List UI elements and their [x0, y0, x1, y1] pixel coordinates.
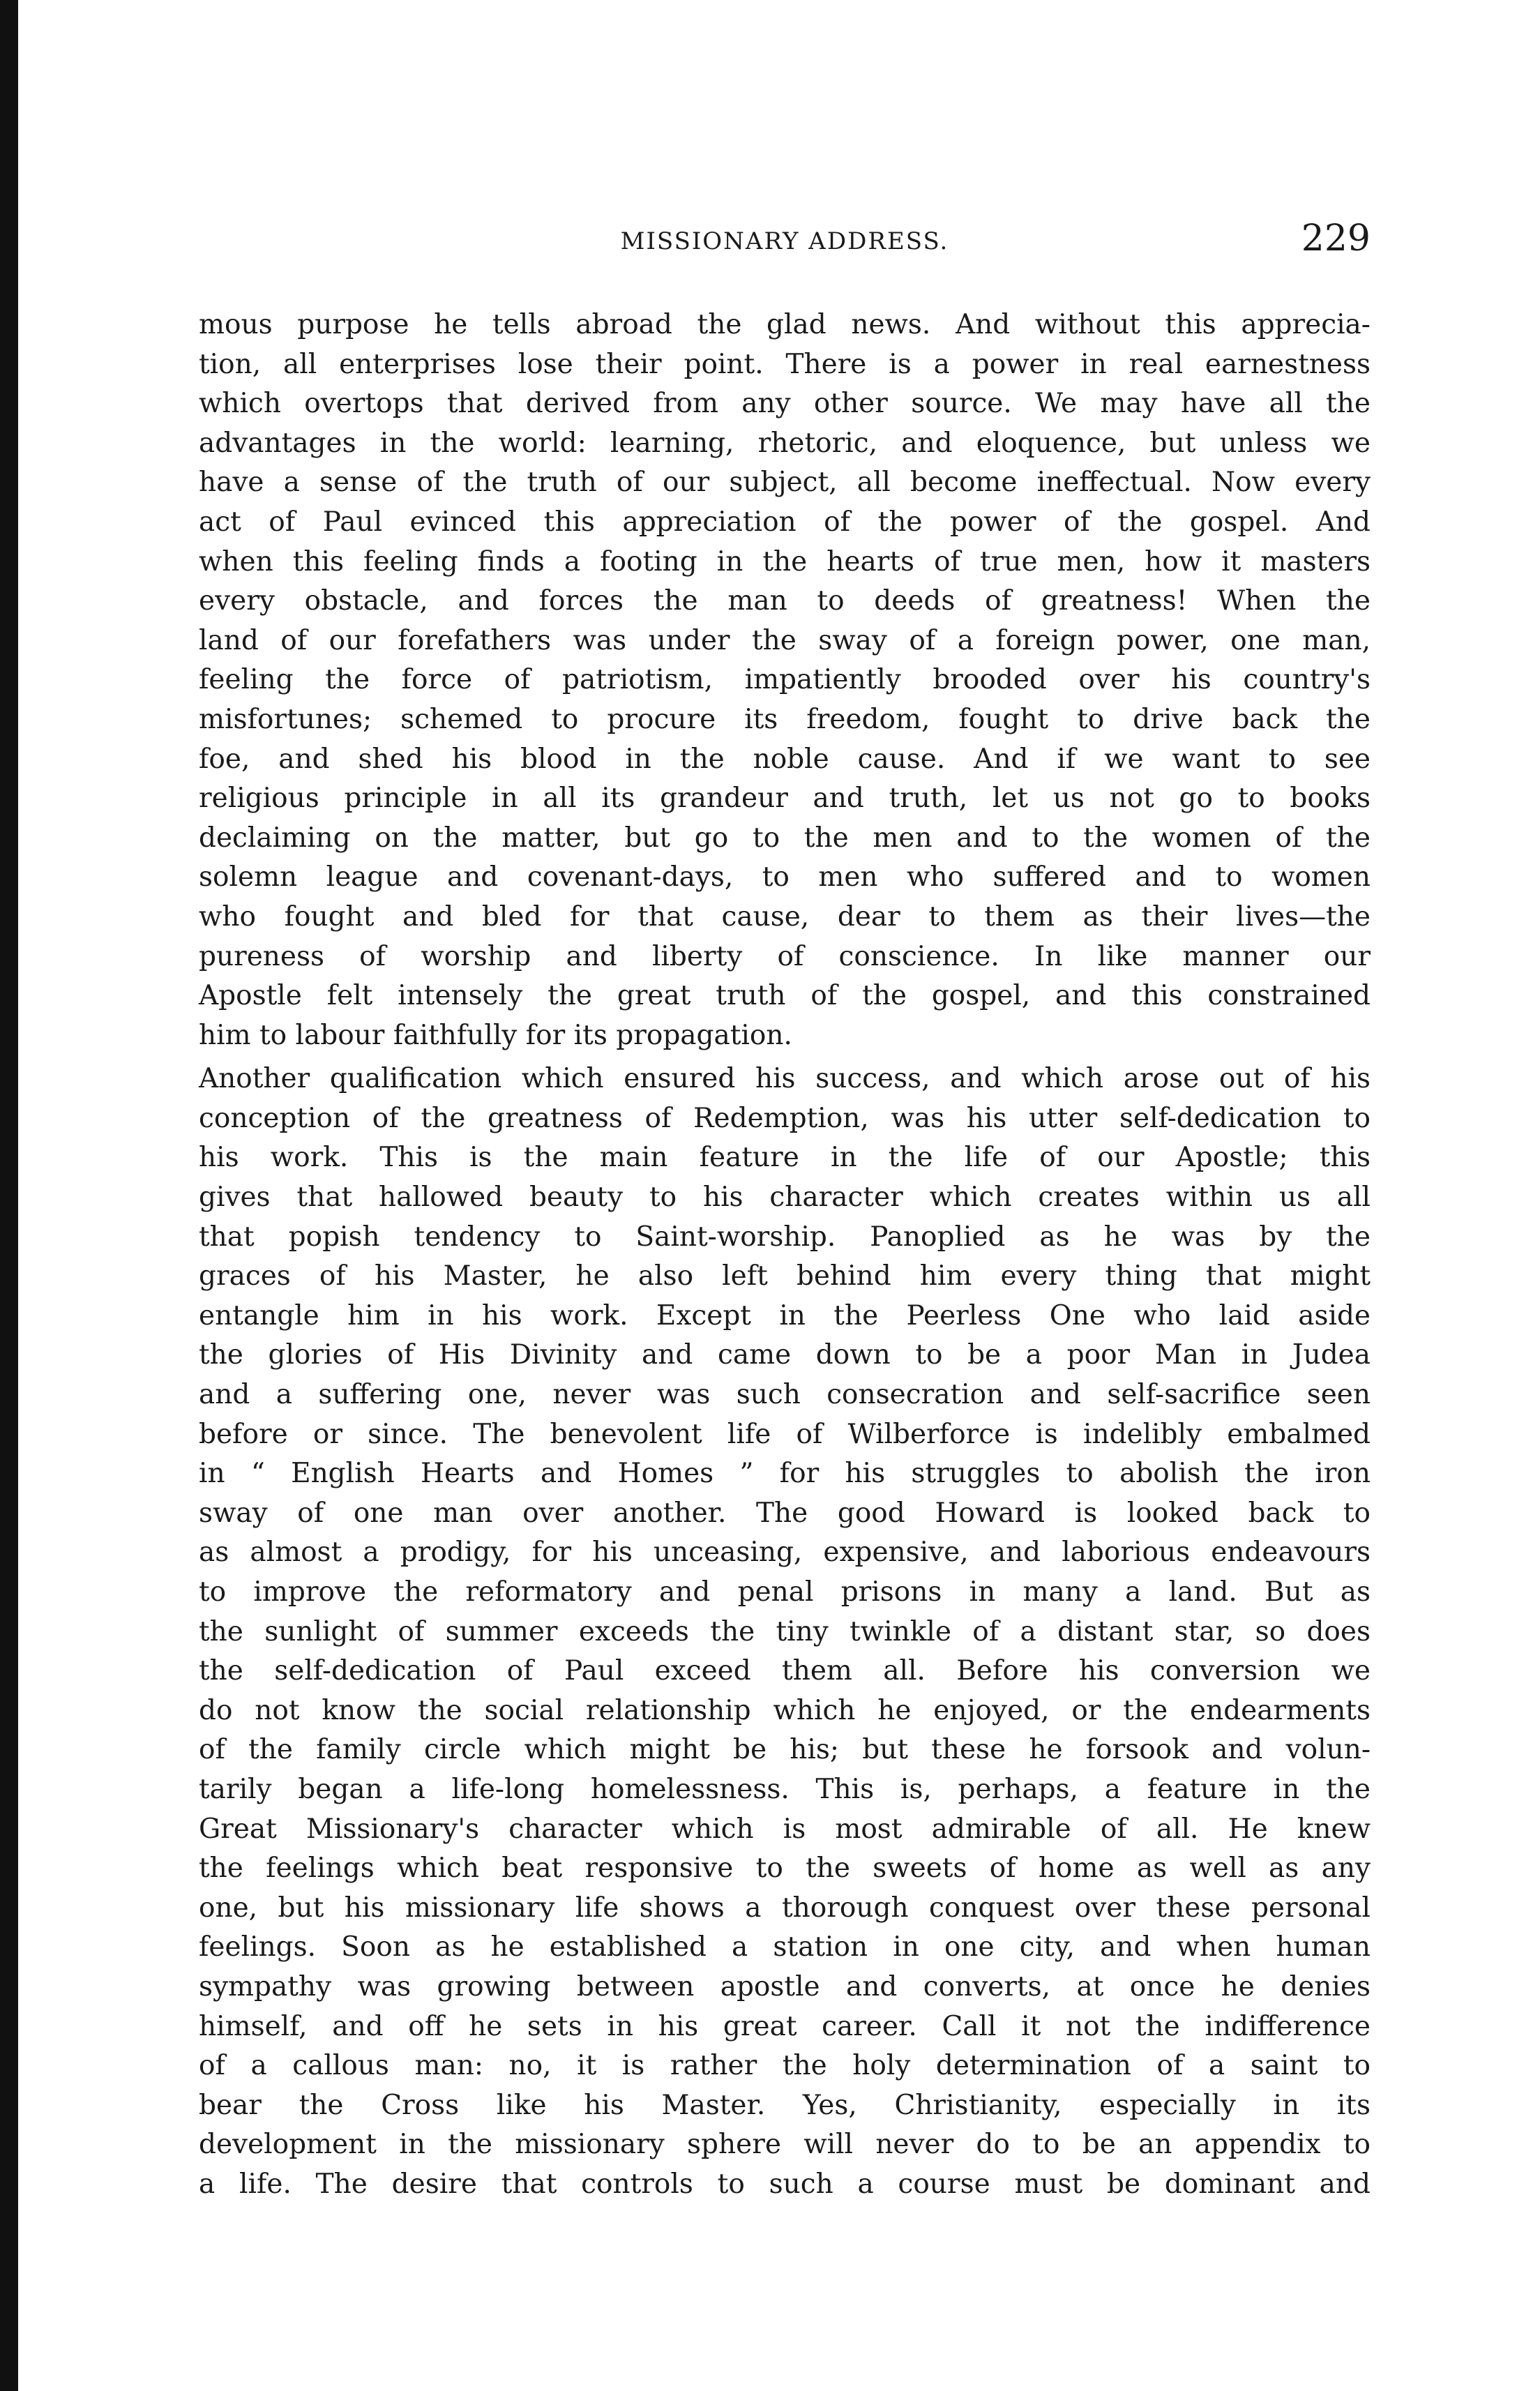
text-line: land of our forefathers was under the sway of a foreign power, one man,: [199, 624, 1371, 656]
text-line: solemn league and covenant-days, to men who suffered and to women: [199, 861, 1371, 893]
text-line: religious principle in all its grandeur and truth, let us not go to books: [199, 783, 1371, 815]
text-line: to improve the reformatory and penal prisons in many a land. But as: [199, 1576, 1371, 1608]
text-line: foe, and shed his blood in the noble cause. And if we want to see: [199, 743, 1371, 775]
text-line: every obstacle, and forces the man to deeds of greatness! When the: [199, 585, 1371, 617]
text-line: when this feeling finds a footing in the hearts of true men, how it masters: [199, 545, 1371, 578]
running-title: MISSIONARY ADDRESS.: [620, 227, 949, 255]
text-line: mous purpose he tells abroad the glad news. And without this apprecia-: [199, 309, 1371, 340]
text-line: do not know the social relationship which he enjoyed, or the endearments: [199, 1694, 1371, 1726]
paragraph: [199, 306, 1371, 1055]
page-number: 229: [1301, 218, 1371, 259]
text-line: conception of the greatness of Redemption, was his utter self-dedication to: [199, 1102, 1371, 1134]
running-head: [199, 218, 1371, 273]
text-line: one, but his missionary life shows a thorough conquest over these personal: [199, 1892, 1371, 1924]
text-line: in “ English Hearts and Homes ” for his struggles to abolish the iron: [199, 1458, 1371, 1490]
text-line: a life. The desire that controls to such a course must be dominant and: [199, 2168, 1371, 2200]
text-line: bear the Cross like his Master. Yes, Christianity, especially in its: [199, 2089, 1371, 2121]
page-binding-edge: [0, 0, 18, 2391]
text-line: the glories of His Divinity and came down to be a poor Man in Judea: [199, 1339, 1371, 1371]
text-line: of the family circle which might be his; but these he forsook and volun-: [199, 1734, 1371, 1766]
text-line: sway of one man over another. The good Howard is looked back to: [199, 1497, 1371, 1529]
text-line: Great Missionary's character which is most admirable of all. He knew: [199, 1813, 1371, 1845]
paragraph: [199, 1059, 1371, 2204]
text-line: entangle him in his work. Except in the Peerless One who laid aside: [199, 1299, 1371, 1332]
body-text: [199, 306, 1371, 2205]
text-line: pureness of worship and liberty of conscience. In like manner our: [199, 940, 1371, 972]
text-line: which overtops that derived from any other source. We may have all the: [199, 388, 1371, 420]
text-line: him to labour faithfully for its propagation.: [199, 1019, 792, 1051]
text-line: that popish tendency to Saint-worship. Panoplied as he was by the: [199, 1221, 1371, 1253]
text-line: development in the missionary sphere will never do to be an appendix to: [199, 2129, 1371, 2161]
text-line: Another qualification which ensured his success, and which arose out of his: [199, 1063, 1371, 1095]
text-line: tarily began a life-long homelessness. This is, perhaps, a feature in the: [199, 1773, 1371, 1805]
text-line: have a sense of the truth of our subject, all become ineffectual. Now every: [199, 467, 1371, 499]
text-line: declaiming on the matter, but go to the men and to the women of the: [199, 822, 1371, 854]
text-line: of a callous man: no, it is rather the holy determination of a saint to: [199, 2050, 1371, 2082]
book-page: [199, 218, 1371, 2205]
text-line: sympathy was growing between apostle and converts, at once he denies: [199, 1970, 1371, 2002]
text-line: feeling the force of patriotism, impatiently brooded over his country's: [199, 664, 1371, 696]
text-line: his work. This is the main feature in the life of our Apostle; this: [199, 1142, 1371, 1174]
text-line: feelings. Soon as he established a station in one city, and when human: [199, 1931, 1371, 1963]
text-line: Apostle felt intensely the great truth of the gospel, and this constrained: [199, 980, 1371, 1012]
text-line: the sunlight of summer exceeds the tiny twinkle of a distant star, so does: [199, 1615, 1371, 1647]
text-line: himself, and off he sets in his great career. Call it not the indifference: [199, 2010, 1371, 2042]
text-line: misfortunes; schemed to procure its freedom, fought to drive back the: [199, 703, 1371, 735]
text-line: the self-dedication of Paul exceed them all. Before his conversion we: [199, 1655, 1371, 1687]
text-line: the feelings which beat responsive to the sweets of home as well as any: [199, 1853, 1371, 1885]
text-line: act of Paul evinced this appreciation of the power of the gospel. And: [199, 506, 1371, 538]
text-line: tion, all enterprises lose their point. There is a power in real earnestness: [199, 348, 1371, 380]
text-line: as almost a prodigy, for his unceasing, expensive, and laborious endeavours: [199, 1537, 1371, 1569]
text-line: before or since. The benevolent life of Wilberforce is indelibly embalmed: [199, 1418, 1371, 1450]
text-line: gives that hallowed beauty to his character which creates within us all: [199, 1182, 1371, 1214]
text-line: who fought and bled for that cause, dear to them as their lives—the: [199, 900, 1371, 933]
text-line: graces of his Master, he also left behind him every thing that might: [199, 1260, 1371, 1292]
text-line: and a suffering one, never was such consecration and self-sacrifice seen: [199, 1379, 1371, 1411]
text-line: advantages in the world: learning, rhetoric, and eloquence, but unless we: [199, 427, 1371, 459]
